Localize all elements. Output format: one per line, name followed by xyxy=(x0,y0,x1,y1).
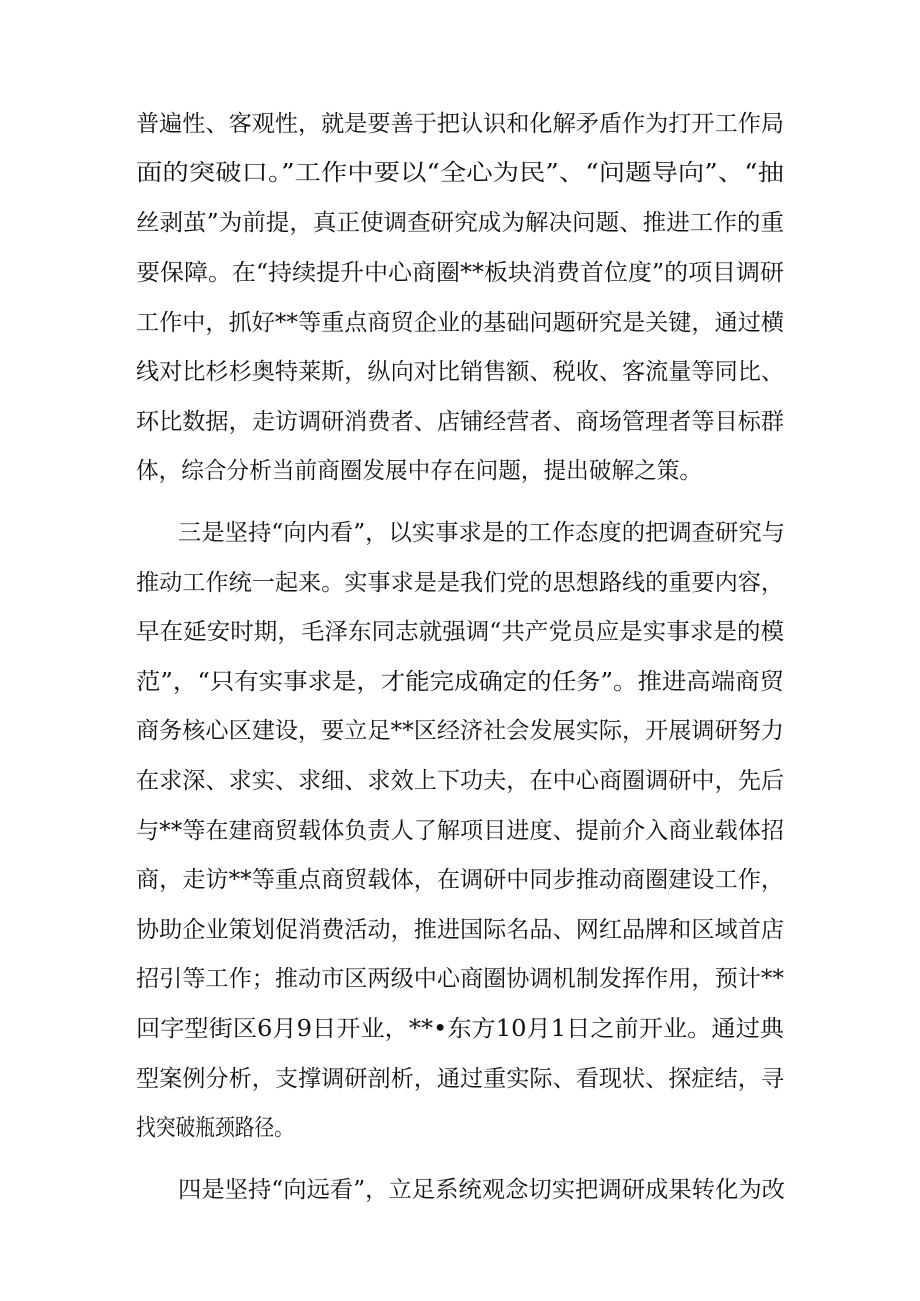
line-text: 四是坚持“向远看”，立足系统观念切实把调研成果转化为改 xyxy=(178,1177,785,1203)
text-line xyxy=(136,811,784,851)
line-text: 工作中，抓好**等重点商贸企业的基础问题研究是关键，通过横 xyxy=(136,310,784,336)
text-line xyxy=(136,711,784,751)
line-text: 协助企业策划促消费活动，推进国际名品、网红品牌和区域首店 xyxy=(136,917,784,943)
line-text: 找突破瓶颈路径。 xyxy=(136,1115,294,1141)
text-line xyxy=(136,253,784,293)
text-line xyxy=(136,1108,294,1148)
line-text: 三是坚持“向内看”，以实事求是的工作态度的把调查研究与 xyxy=(178,520,785,546)
text-line xyxy=(136,402,784,442)
text-line xyxy=(136,910,784,950)
text-line xyxy=(136,662,784,702)
text-line xyxy=(136,303,784,343)
text-line xyxy=(136,563,784,603)
text-line xyxy=(136,1009,784,1049)
text-line xyxy=(136,959,784,999)
text-line xyxy=(136,352,784,392)
line-text: 商务核心区建设，要立足**区经济社会发展实际，开展调研努力 xyxy=(136,718,784,744)
line-text: 普遍性、客观性，就是要善于把认识和化解矛盾作为打开工作局 xyxy=(136,111,784,137)
line-text: 推动工作统一起来。实事求是是我们党的思想路线的重要内容， xyxy=(136,570,784,596)
text-line xyxy=(136,1059,784,1099)
line-text: 环比数据，走访调研消费者、店铺经营者、商场管理者等目标群 xyxy=(136,409,784,435)
line-text: 与**等在建商贸载体负责人了解项目进度、提前介入商业载体招 xyxy=(136,818,784,844)
line-text: 回字型街区6月9日开业，**•东方10月1日之前开业。通过典 xyxy=(136,1016,784,1042)
line-text: 早在延安时期，毛泽东同志就强调“共产党员应是实事求是的模 xyxy=(136,619,784,645)
line-text: 面的突破口。”工作中要以“全心为民”、“问题导向”、“抽 xyxy=(136,160,784,186)
text-line xyxy=(136,153,784,193)
text-line xyxy=(136,451,702,491)
text-line xyxy=(136,761,784,801)
line-text: 招引等工作；推动市区两级中心商圈协调机制发挥作用，预计** xyxy=(136,966,784,992)
line-text: 要保障。在“持续提升中心商圈**板块消费首位度”的项目调研 xyxy=(136,260,784,286)
line-text: 体，综合分析当前商圈发展中存在问题，提出破解之策。 xyxy=(136,458,702,484)
line-text: 丝剥茧”为前提，真正使调查研究成为解决问题、推进工作的重 xyxy=(136,210,784,236)
line-text: 线对比杉杉奥特莱斯，纵向对比销售额、税收、客流量等同比、 xyxy=(136,359,784,385)
text-line xyxy=(136,860,784,900)
text-line xyxy=(136,612,784,652)
text-line xyxy=(178,1170,785,1210)
text-line xyxy=(136,104,784,144)
line-text: 型案例分析，支撑调研剖析，通过重实际、看现状、探症结，寻 xyxy=(136,1066,784,1092)
line-text: 在求深、求实、求细、求效上下功夫，在中心商圈调研中，先后 xyxy=(136,768,784,794)
text-line xyxy=(136,203,784,243)
line-text: 商，走访**等重点商贸载体，在调研中同步推动商圈建设工作， xyxy=(136,867,784,893)
text-line xyxy=(178,513,785,553)
line-text: 范”，“只有实事求是，才能完成确定的任务”。推进高端商贸 xyxy=(136,669,784,695)
